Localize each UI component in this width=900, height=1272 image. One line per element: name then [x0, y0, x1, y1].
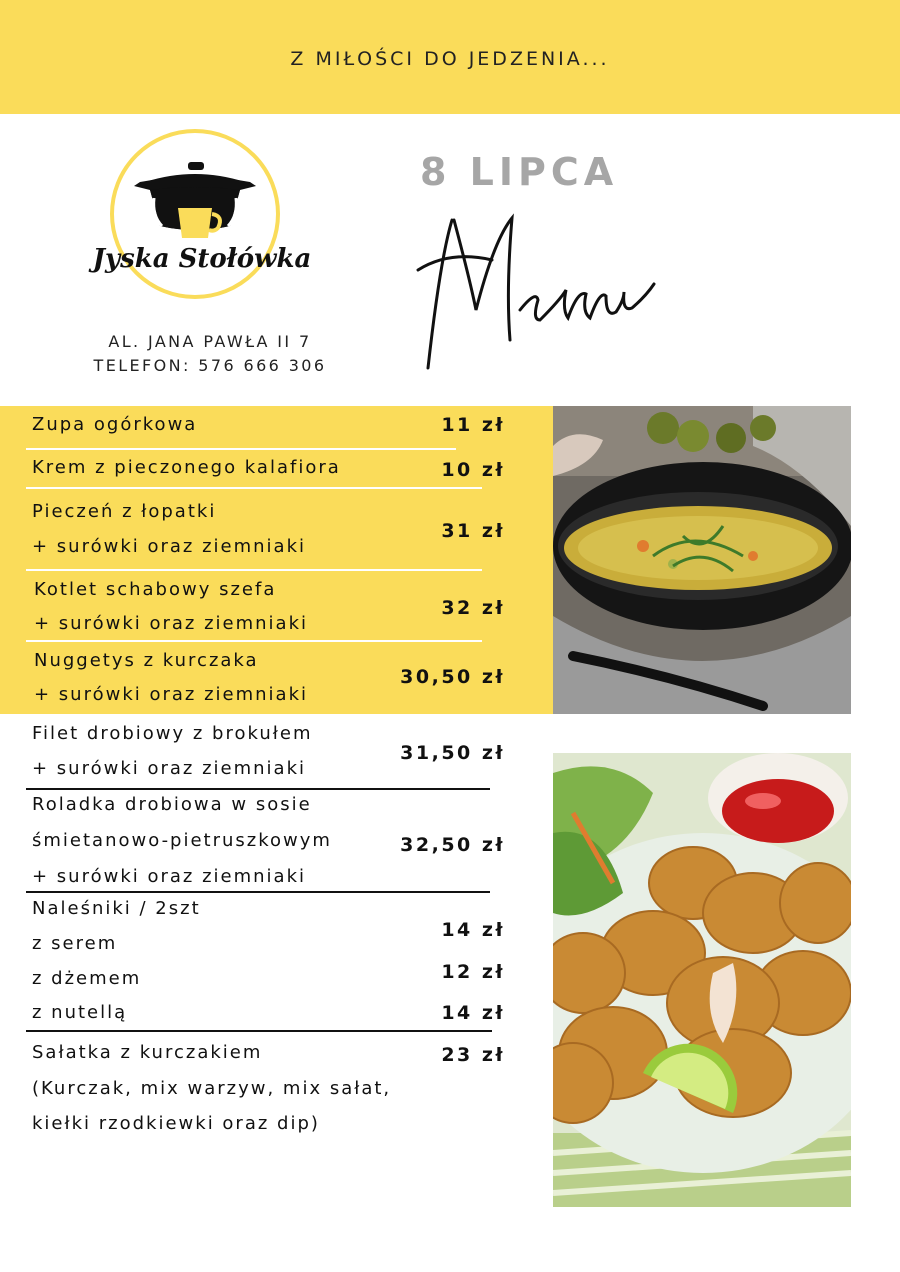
separator — [26, 448, 456, 450]
address: AL. JANA PAWŁA II 7 — [108, 332, 312, 351]
logo — [90, 126, 330, 316]
item-line3: kiełki rzodkiewki oraz dip) — [32, 1113, 320, 1134]
nuggets-photo — [553, 753, 851, 1207]
item-price: 31 zł — [441, 520, 505, 542]
option-price: 12 zł — [441, 961, 505, 983]
item-name: Zupa ogórkowa — [32, 414, 198, 435]
phone: TELEFON: 576 666 306 — [93, 356, 327, 375]
separator — [26, 487, 482, 489]
item-name: Nuggetys z kurczaka — [34, 650, 259, 671]
item-sub: + surówki oraz ziemniaki — [34, 613, 309, 634]
item-price: 32 zł — [441, 597, 505, 619]
item-name: Naleśniki / 2szt — [32, 898, 201, 919]
option-label: z dżemem — [32, 968, 142, 989]
soup-photo — [553, 406, 851, 714]
option-price: 14 zł — [441, 1002, 505, 1024]
option-price: 14 zł — [441, 919, 505, 941]
separator — [26, 788, 490, 790]
item-name: Pieczeń z łopatki — [32, 501, 217, 522]
item-price: 30,50 zł — [400, 666, 505, 688]
item-price: 10 zł — [441, 459, 505, 481]
item-price: 23 zł — [441, 1044, 505, 1066]
separator — [26, 1030, 492, 1032]
item-name: Sałatka z kurczakiem — [32, 1042, 263, 1063]
item-price: 32,50 zł — [400, 834, 505, 856]
brand-name: Jyska Stołówka — [92, 244, 312, 274]
tagline: Z MIŁOŚCI DO JEDZENIA... — [290, 48, 610, 70]
item-sub: + surówki oraz ziemniaki — [32, 866, 307, 887]
menu-date: 8 LIPCA — [420, 150, 619, 194]
item-sub: + surówki oraz ziemniaki — [34, 684, 309, 705]
item-name: Krem z pieczonego kalafiora — [32, 457, 341, 478]
item-sub: + surówki oraz ziemniaki — [32, 758, 307, 779]
item-line2: śmietanowo-pietruszkowym — [32, 830, 332, 851]
option-label: z nutellą — [32, 1002, 128, 1023]
item-name: Kotlet schabowy szefa — [34, 579, 277, 600]
item-name: Filet drobiowy z brokułem — [32, 723, 313, 744]
item-name: Roladka drobiowa w sosie — [32, 794, 312, 815]
separator — [26, 891, 490, 893]
item-price: 31,50 zł — [400, 742, 505, 764]
option-label: z serem — [32, 933, 118, 954]
item-line2: (Kurczak, mix warzyw, mix sałat, — [32, 1078, 392, 1099]
separator — [26, 569, 482, 571]
separator — [26, 640, 482, 642]
menu-title-text — [680, 200, 681, 201]
item-sub: + surówki oraz ziemniaki — [32, 536, 307, 557]
menu-title — [410, 200, 680, 380]
item-price: 11 zł — [441, 414, 505, 436]
